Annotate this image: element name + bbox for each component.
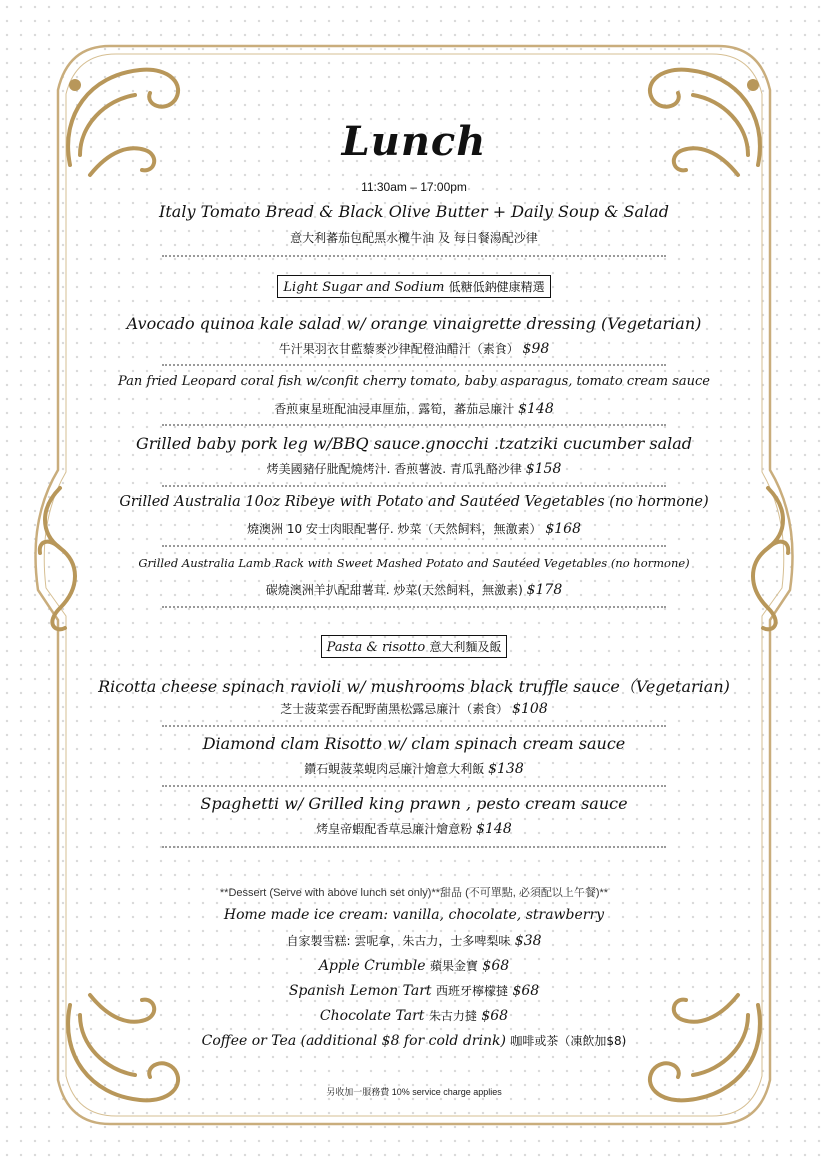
divider [162, 846, 666, 848]
dessert-item [60, 957, 768, 974]
dessert-item [60, 1007, 768, 1024]
set-description-cn: 意大利蕃茄包配黑水欖牛油 及 每日餐湯配沙律 [290, 231, 538, 245]
section-header-pasta [60, 635, 768, 658]
icecream-cn: 自家製雪糕: 雲呢拿，朱古力，士多啤梨味 [286, 934, 511, 948]
menu-item-name: Grilled Australia 10oz Ribeye with Potato and Sautéed Vegetables (no hormone) [119, 494, 709, 510]
divider [162, 255, 666, 257]
menu-item-desc [60, 820, 768, 837]
service-charge [60, 1085, 768, 1098]
dessert-item-cn: 朱古力撻 [428, 1009, 477, 1023]
menu-item-cn: 烤美國豬仔肶配燒烤汁. 香煎薯波. 青瓜乳酪沙律 [266, 462, 522, 476]
menu-item-name: Pan fried Leopard coral fish w/confit cherry tomato, baby asparagus, tomato cream sauce [117, 374, 710, 389]
menu-item-price: $178 [526, 582, 563, 598]
menu-item-cn: 碳燒澳洲羊扒配甜薯茸. 炒菜(天然飼料，無激素) [265, 583, 523, 597]
icecream-en: Home made ice cream: vanilla, chocolate, strawberry [223, 907, 605, 923]
section-label-en: Light Sugar and Sodium [283, 280, 445, 295]
menu-item-price: $138 [488, 761, 524, 777]
menu-item-name: Grilled baby pork leg w/BBQ sauce.gnocchi .tzatziki cucumber salad [135, 434, 693, 453]
service-charge-cn: 另收加一服務費 [326, 1087, 390, 1097]
dessert-item-cn: 蘋果金寶 [429, 959, 478, 973]
section-label-en: Pasta & risotto [326, 640, 426, 655]
dessert-item-en: Apple Crumble [318, 958, 426, 974]
menu-item-name: Grilled Australia Lamb Rack with Sweet Mashed Potato and Sautéed Vegetables (no hormone) [138, 556, 690, 570]
section-label-cn: 意大利麵及飯 [429, 640, 502, 654]
menu-item-price: $168 [545, 521, 581, 537]
opening-hours: 11:30am – 17:00pm [361, 180, 467, 194]
section-header-light [60, 275, 768, 298]
menu-item-desc [60, 581, 768, 598]
menu-item-desc [60, 460, 768, 477]
set-description-en: Italy Tomato Bread & Black Olive Butter + Daily Soup & Salad [159, 202, 669, 221]
icecream-line [60, 932, 768, 949]
dessert-note: **Dessert (Serve with above lunch set only)**甜品 (不可單點, 必須配以上午餐)** [219, 887, 609, 899]
divider [162, 725, 666, 727]
menu-item-cn: 燒澳洲 10 安士肉眼配薯仔. 炒菜（天然飼料，無激素） [247, 522, 542, 536]
menu-item-desc [60, 520, 768, 537]
divider [162, 545, 666, 547]
menu-item-name: Spaghetti w/ Grilled king prawn , pesto cream sauce [200, 794, 628, 813]
dessert-item-en: Chocolate Tart [319, 1008, 425, 1024]
menu-item-price: $98 [522, 341, 550, 357]
section-label-cn: 低糖低鈉健康精選 [448, 280, 545, 294]
menu-item-desc [60, 700, 768, 717]
service-charge-en: 10% service charge applies [391, 1087, 502, 1097]
menu-item-cn: 鑽石蜆菠菜蜆肉忌廉汁燴意大利飯 [304, 762, 485, 776]
menu-title: Lunch [341, 118, 487, 165]
menu-item-cn: 芝士菠菜雲吞配野菌黑松露忌廉汁（素食） [280, 702, 509, 716]
dessert-item-price: $68 [512, 983, 540, 999]
menu-item-cn: 牛汁果羽衣甘藍藜麥沙律配橙油醋汁（素食） [278, 342, 519, 356]
coffee-en: Coffee or Tea (additional $8 for cold drink) [201, 1033, 506, 1049]
menu-item-cn: 香煎東星班配油浸車厘茄，露筍，蕃茄忌廉汁 [274, 402, 515, 416]
menu-item-price: $158 [525, 461, 562, 477]
dessert-item [60, 982, 768, 999]
coffee-line [60, 1032, 768, 1049]
menu-item-price: $148 [518, 401, 554, 417]
menu-item-desc [60, 340, 768, 357]
menu-item-desc [60, 400, 768, 417]
dessert-item-cn: 西班牙檸檬撻 [435, 984, 508, 998]
divider [162, 364, 666, 366]
dessert-item-price: $68 [481, 1008, 509, 1024]
dessert-item-en: Spanish Lemon Tart [288, 983, 432, 999]
icecream-price: $38 [514, 933, 542, 949]
dessert-item-price: $68 [482, 958, 510, 974]
menu-item-cn: 烤皇帝蝦配香草忌廉汁燴意粉 [316, 822, 473, 836]
menu-item-price: $148 [476, 821, 512, 837]
divider [162, 485, 666, 487]
divider [162, 606, 666, 608]
divider [162, 785, 666, 787]
menu-item-desc [60, 760, 768, 777]
menu-item-name: Avocado quinoa kale salad w/ orange vinaigrette dressing (Vegetarian) [126, 314, 702, 333]
menu-item-name: Ricotta cheese spinach ravioli w/ mushrooms black truffle sauce（Vegetarian) [98, 677, 730, 696]
coffee-cn: 咖啡或茶（凍飲加$8) [510, 1034, 627, 1048]
menu-item-name: Diamond clam Risotto w/ clam spinach cream sauce [202, 734, 626, 753]
divider [162, 424, 666, 426]
menu-item-price: $108 [512, 701, 548, 717]
